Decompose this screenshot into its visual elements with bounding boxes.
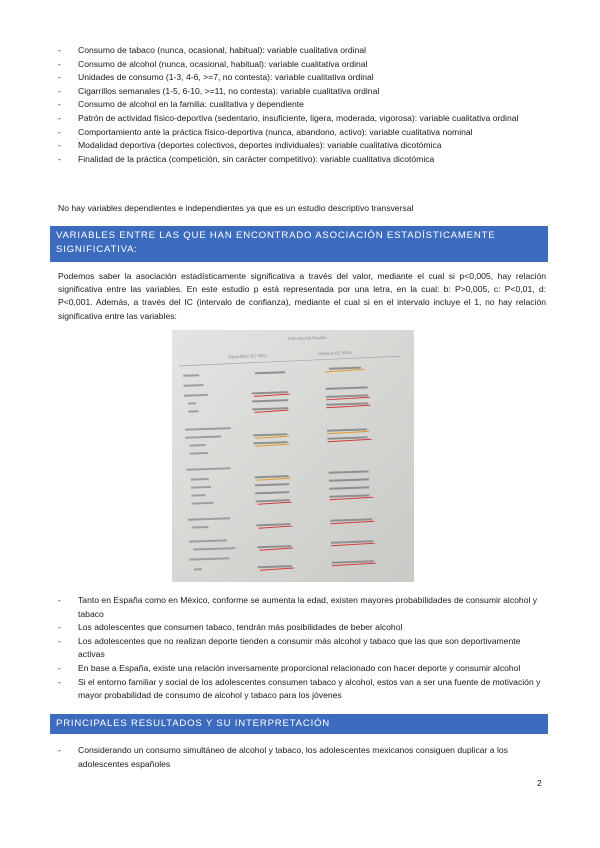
list-item: - Comportamiento ante la práctica físico-deportiva (nunca, abandono, activo): variable cualitativa nominal xyxy=(58,126,548,140)
list-item: - Patrón de actividad físico-deportiva (sedentario, insuficiente, ligera, moderada, vigorosa): variable cualitativa ordinal xyxy=(58,112,548,126)
list-item: - Considerando un consumo simultáneo de alcohol y tabaco, los adolescentes mexicanos consiguen duplicar a los adolescentes españoles xyxy=(58,744,548,771)
list-item: - Los adolescentes que no realizan deporte tienden a consumir más alcohol y tabaco que las que son deportivamente activas xyxy=(58,635,548,662)
variables-list xyxy=(58,44,548,166)
page-number: 2 xyxy=(537,778,542,788)
photo-col-1: Esporádico (IC 95%) xyxy=(228,352,268,360)
section-heading-associations: VARIABLES ENTRE LAS QUE HAN ENCONTRADO ASOCIACIÓN ESTADÍSTICAMENTE SIGNIFICATIVA: xyxy=(50,226,548,262)
photo-title: ESO alcohol España xyxy=(287,334,327,342)
findings-list xyxy=(58,594,548,703)
list-item: - Finalidad de la práctica (competición, sin carácter competitivo): variable cualitativa dicotómica xyxy=(58,153,548,167)
list-item: - Cigarrillos semanales (1-5, 6-10, >=11, no contesta): variable cualitativa ordinal xyxy=(58,85,548,99)
list-item: - Consumo de tabaco (nunca, ocasional, habitual): variable cualitativa ordinal xyxy=(58,44,548,58)
photo-col-2: Habitual (IC 95%) xyxy=(318,349,352,357)
list-item: - Consumo de alcohol (nunca, ocasional, habitual): variable cualitativa ordinal xyxy=(58,58,548,72)
list-item: - En base a España, existe una relación inversamente proporcional relacionado con hacer deporte y consumir alcohol xyxy=(58,662,548,676)
results-table-photo xyxy=(172,330,414,582)
list-item: - Modalidad deportiva (deportes colectivos, deportes individuales): variable cualitativa dicotómica xyxy=(58,139,548,153)
associations-paragraph: Podemos saber la asociación estadísticamente significativa a través del valor, mediante el cual si p<0,005, hay relación significativa entre las variables. En este estudio p está representada por una letra, en la cual: b: P>0,005, c: P<0,01, d: P<0,001. Además, a través del IC (intervalo de confianza), mediante el cual si en el intervalo incluye el 1, no hay relación significativa entre las variables: xyxy=(58,271,546,321)
section-heading-results: PRINCIPALES RESULTADOS Y SU INTERPRETACIÓN xyxy=(50,714,548,734)
list-item: - Los adolescentes que consumen tabaco, tendrán más posibilidades de beber alcohol xyxy=(58,621,548,635)
results-list xyxy=(58,744,548,771)
study-note: No hay variables dependientes e independientes ya que es un estudio descriptivo transversal xyxy=(58,203,414,213)
list-item: - Si el entorno familiar y social de los adolescentes consumen tabaco y alcohol, estos van a ser una fuente de motivación y mayor probabilidad de consumo de alcohol y tabaco para los jóvenes xyxy=(58,676,548,703)
list-item: - Consumo de alcohol en la familia: cualitativa y dependiente xyxy=(58,98,548,112)
list-item: - Unidades de consumo (1-3, 4-6, >=7, no contesta): variable cualitativa ordinal xyxy=(58,71,548,85)
table-photo-drawing xyxy=(172,330,414,582)
list-item: - Tanto en España como en México, conforme se aumenta la edad, existen mayores probabilidades de consumir alcohol y tabaco xyxy=(58,594,548,621)
